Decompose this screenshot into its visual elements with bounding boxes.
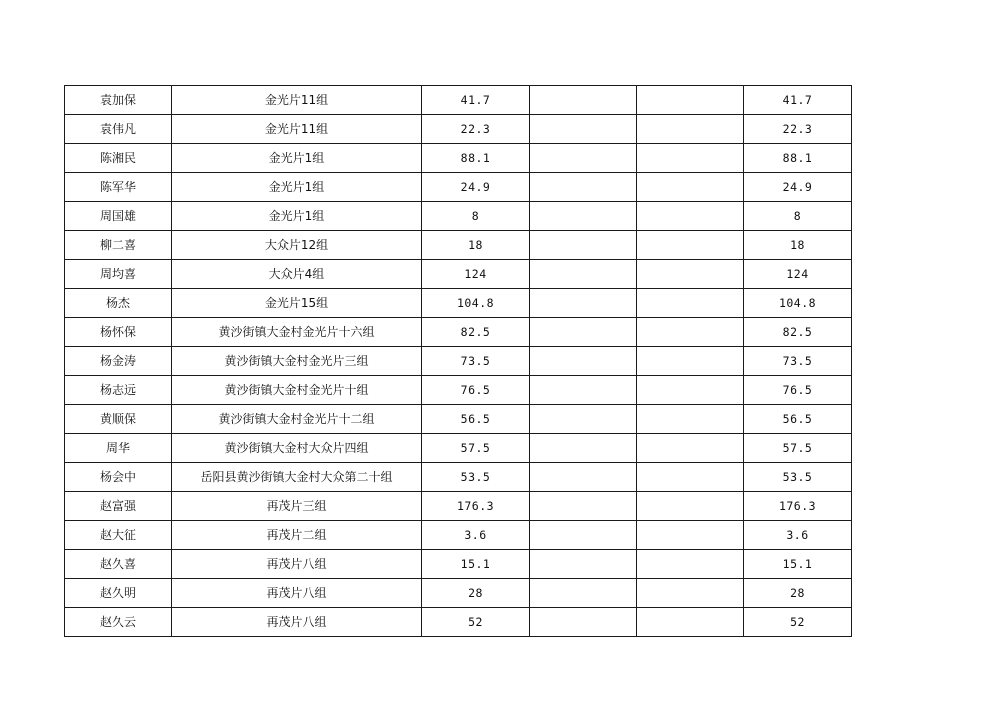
area-cell: 76.5 [422, 376, 530, 405]
empty-cell-4 [530, 579, 637, 608]
total-cell: 24.9 [744, 173, 852, 202]
empty-cell-5 [637, 434, 744, 463]
empty-cell-4 [530, 376, 637, 405]
empty-cell-5 [637, 260, 744, 289]
name-cell: 袁伟凡 [65, 115, 172, 144]
empty-cell-4 [530, 521, 637, 550]
empty-cell-5 [637, 202, 744, 231]
table-row [65, 376, 852, 405]
address-cell: 黄沙街镇大金村金光片十六组 [172, 318, 422, 347]
area-cell: 52 [422, 608, 530, 637]
name-cell: 杨杰 [65, 289, 172, 318]
address-cell: 大众片4组 [172, 260, 422, 289]
name-cell: 陈湘民 [65, 144, 172, 173]
area-cell: 15.1 [422, 550, 530, 579]
name-cell: 赵久喜 [65, 550, 172, 579]
name-cell: 杨会中 [65, 463, 172, 492]
area-cell: 28 [422, 579, 530, 608]
total-cell: 8 [744, 202, 852, 231]
table-row [65, 579, 852, 608]
table-row [65, 231, 852, 260]
address-cell: 岳阳县黄沙街镇大金村大众第二十组 [172, 463, 422, 492]
empty-cell-5 [637, 550, 744, 579]
empty-cell-5 [637, 492, 744, 521]
empty-cell-5 [637, 608, 744, 637]
empty-cell-4 [530, 202, 637, 231]
area-cell: 82.5 [422, 318, 530, 347]
total-cell: 88.1 [744, 144, 852, 173]
empty-cell-4 [530, 144, 637, 173]
table-row [65, 289, 852, 318]
empty-cell-5 [637, 376, 744, 405]
empty-cell-4 [530, 405, 637, 434]
address-cell: 金光片15组 [172, 289, 422, 318]
table-row [65, 202, 852, 231]
address-cell: 金光片11组 [172, 86, 422, 115]
name-cell: 袁加保 [65, 86, 172, 115]
empty-cell-4 [530, 289, 637, 318]
empty-cell-5 [637, 579, 744, 608]
empty-cell-5 [637, 173, 744, 202]
total-cell: 22.3 [744, 115, 852, 144]
name-cell: 杨怀保 [65, 318, 172, 347]
name-cell: 陈军华 [65, 173, 172, 202]
name-cell: 黄顺保 [65, 405, 172, 434]
table-row [65, 521, 852, 550]
empty-cell-5 [637, 289, 744, 318]
table-row [65, 492, 852, 521]
total-cell: 57.5 [744, 434, 852, 463]
table-row [65, 434, 852, 463]
records-table-body [65, 86, 852, 637]
address-cell: 黄沙街镇大金村金光片十组 [172, 376, 422, 405]
total-cell: 53.5 [744, 463, 852, 492]
area-cell: 56.5 [422, 405, 530, 434]
empty-cell-4 [530, 86, 637, 115]
address-cell: 再茂片八组 [172, 579, 422, 608]
empty-cell-5 [637, 231, 744, 260]
address-cell: 黄沙街镇大金村大众片四组 [172, 434, 422, 463]
table-row [65, 550, 852, 579]
empty-cell-4 [530, 347, 637, 376]
total-cell: 52 [744, 608, 852, 637]
table-row [65, 115, 852, 144]
area-cell: 8 [422, 202, 530, 231]
area-cell: 24.9 [422, 173, 530, 202]
empty-cell-4 [530, 550, 637, 579]
name-cell: 周均喜 [65, 260, 172, 289]
name-cell: 杨金涛 [65, 347, 172, 376]
empty-cell-5 [637, 86, 744, 115]
name-cell: 周华 [65, 434, 172, 463]
address-cell: 金光片11组 [172, 115, 422, 144]
total-cell: 15.1 [744, 550, 852, 579]
empty-cell-5 [637, 347, 744, 376]
empty-cell-5 [637, 463, 744, 492]
table-row [65, 318, 852, 347]
area-cell: 73.5 [422, 347, 530, 376]
total-cell: 176.3 [744, 492, 852, 521]
empty-cell-4 [530, 173, 637, 202]
total-cell: 82.5 [744, 318, 852, 347]
name-cell: 赵久云 [65, 608, 172, 637]
empty-cell-4 [530, 115, 637, 144]
address-cell: 大众片12组 [172, 231, 422, 260]
empty-cell-4 [530, 318, 637, 347]
table-row [65, 173, 852, 202]
table-row [65, 86, 852, 115]
total-cell: 3.6 [744, 521, 852, 550]
address-cell: 黄沙街镇大金村金光片三组 [172, 347, 422, 376]
address-cell: 再茂片八组 [172, 608, 422, 637]
total-cell: 56.5 [744, 405, 852, 434]
empty-cell-5 [637, 521, 744, 550]
address-cell: 金光片1组 [172, 202, 422, 231]
area-cell: 3.6 [422, 521, 530, 550]
empty-cell-5 [637, 405, 744, 434]
name-cell: 周国雄 [65, 202, 172, 231]
area-cell: 18 [422, 231, 530, 260]
area-cell: 22.3 [422, 115, 530, 144]
name-cell: 赵大征 [65, 521, 172, 550]
empty-cell-4 [530, 492, 637, 521]
area-cell: 57.5 [422, 434, 530, 463]
name-cell: 柳二喜 [65, 231, 172, 260]
address-cell: 再茂片三组 [172, 492, 422, 521]
empty-cell-4 [530, 260, 637, 289]
table-row [65, 260, 852, 289]
empty-cell-5 [637, 144, 744, 173]
name-cell: 赵久明 [65, 579, 172, 608]
empty-cell-4 [530, 434, 637, 463]
area-cell: 88.1 [422, 144, 530, 173]
records-table [64, 85, 852, 637]
table-row [65, 608, 852, 637]
table-row [65, 463, 852, 492]
area-cell: 53.5 [422, 463, 530, 492]
address-cell: 黄沙街镇大金村金光片十二组 [172, 405, 422, 434]
address-cell: 金光片1组 [172, 144, 422, 173]
address-cell: 金光片1组 [172, 173, 422, 202]
address-cell: 再茂片八组 [172, 550, 422, 579]
empty-cell-5 [637, 318, 744, 347]
address-cell: 再茂片二组 [172, 521, 422, 550]
total-cell: 124 [744, 260, 852, 289]
total-cell: 41.7 [744, 86, 852, 115]
area-cell: 124 [422, 260, 530, 289]
area-cell: 176.3 [422, 492, 530, 521]
empty-cell-4 [530, 463, 637, 492]
total-cell: 18 [744, 231, 852, 260]
area-cell: 104.8 [422, 289, 530, 318]
area-cell: 41.7 [422, 86, 530, 115]
table-row [65, 347, 852, 376]
empty-cell-4 [530, 231, 637, 260]
table-row [65, 405, 852, 434]
empty-cell-4 [530, 608, 637, 637]
table-row [65, 144, 852, 173]
total-cell: 73.5 [744, 347, 852, 376]
total-cell: 76.5 [744, 376, 852, 405]
total-cell: 28 [744, 579, 852, 608]
name-cell: 赵富强 [65, 492, 172, 521]
empty-cell-5 [637, 115, 744, 144]
total-cell: 104.8 [744, 289, 852, 318]
name-cell: 杨志远 [65, 376, 172, 405]
